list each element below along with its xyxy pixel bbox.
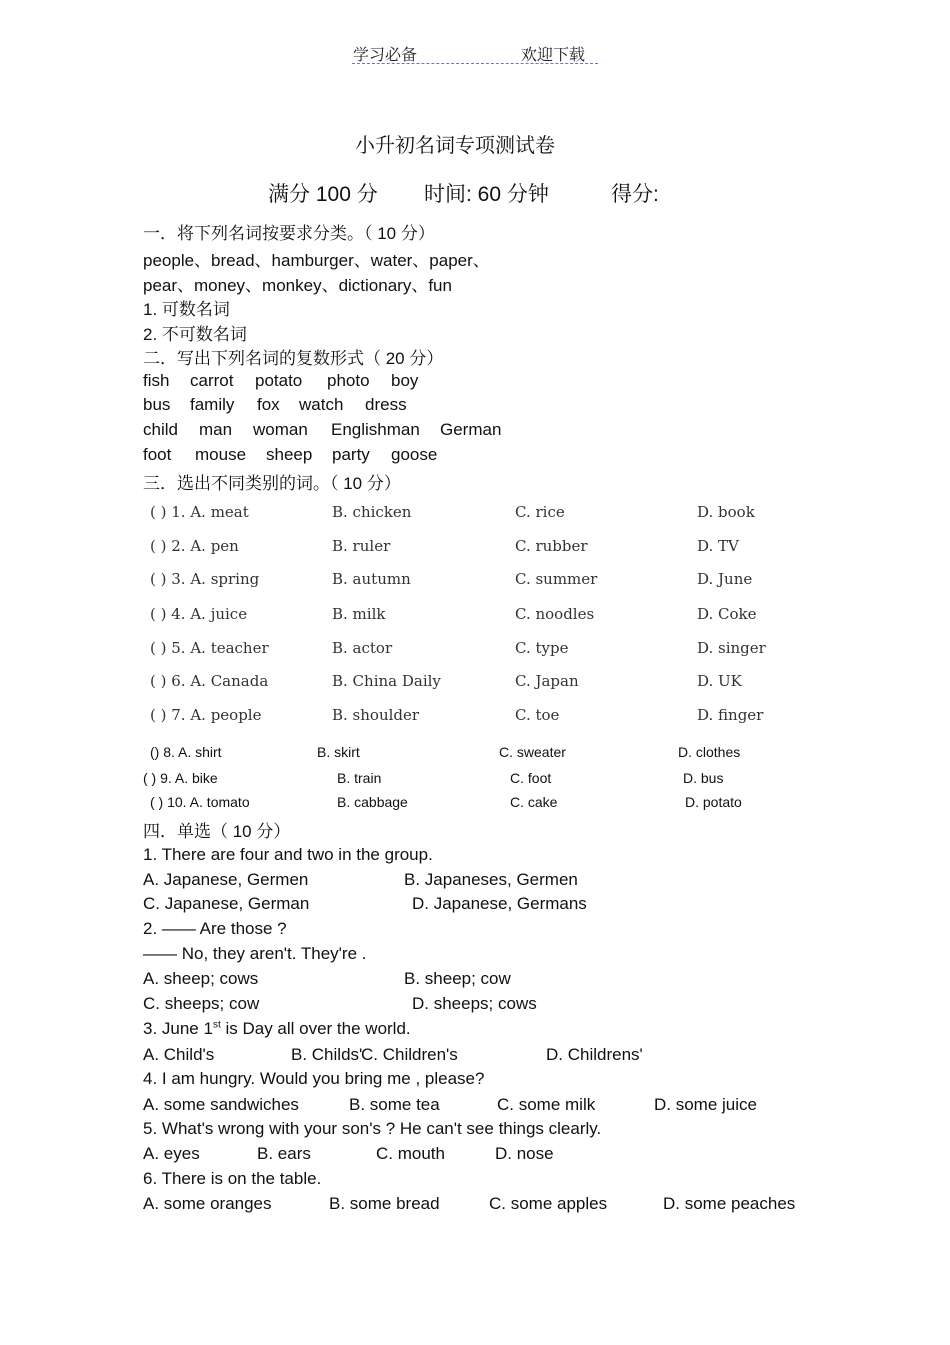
s2-word: goose [391,445,438,464]
s3-option: C. toe [515,706,560,724]
s4-question: 1. There are four and two in the group. [143,845,433,864]
s4-question: 4. I am hungry. Would you bring me , please? [143,1069,485,1088]
s3-option: D. potato [685,794,742,810]
s3-option: B. skirt [317,744,360,760]
s3-option: C. rice [515,503,565,521]
s3-option: B. autumn [332,570,411,588]
s4-option: C. some milk [497,1095,596,1114]
s2-word: boy [391,371,419,390]
s4-option: B. some bread [329,1194,440,1213]
s4-option: C. sheeps; cow [143,994,260,1013]
s4-question: —— No, they aren't. They're . [143,944,367,963]
s4-option: A. some sandwiches [143,1095,299,1114]
s2-word: watch [299,395,344,414]
s3-question: ( ) 5. A. teacher [150,639,269,657]
s2-word: potato [255,371,303,390]
s3-option: D. clothes [678,744,741,760]
section4-heading: 四．单选（ 10 分） [143,822,291,841]
s2-word: sheep [266,445,313,464]
s4-option: C. Children's [361,1045,458,1064]
s4-option: B. Japaneses, Germen [404,870,578,889]
s4-option: C. some apples [489,1194,608,1213]
s4-option: D. some peaches [663,1194,796,1213]
subtitle-got: 得分: [611,183,659,206]
s3-question: ( ) 10. A. tomato [150,794,250,810]
subtitle-score: 满分 100 分 [268,183,378,206]
s4-option: C. Japanese, German [143,894,310,913]
section2-heading: 二．写出下列名词的复数形式（ 20 分） [143,349,444,368]
s4-option: A. some oranges [143,1194,272,1213]
s3-option: B. China Daily [332,672,441,690]
s4-option: C. mouth [376,1144,445,1163]
s3-option: B. actor [332,639,393,657]
s3-option: B. ruler [332,537,391,555]
s4-option: A. eyes [143,1144,200,1163]
s3-option: C. summer [515,570,598,588]
s4-option: A. Japanese, Germen [143,870,309,889]
section3-heading: 三．选出不同类别的词。（ 10 分） [143,474,401,493]
s2-word: party [332,445,370,464]
s3-option: D. TV [697,537,739,555]
page-title: 小升初名词专项测试卷 [355,133,555,157]
s3-option: B. shoulder [332,706,420,724]
s3-option: D. June [697,570,753,588]
q3-text-start: 3. June 1 [143,1019,213,1038]
s2-word: bus [143,395,171,414]
s3-question: ( ) 1. A. meat [150,503,249,521]
s3-question: ( ) 4. A. juice [150,605,248,623]
s3-option: D. UK [697,672,742,690]
s2-word: child [143,420,178,439]
s3-option: B. milk [332,605,386,623]
s3-option: C. rubber [515,537,588,555]
section1-item2: 2. 不可数名词 [143,325,247,344]
s4-option: D. some juice [654,1095,757,1114]
s3-question: ( ) 7. A. people [150,706,262,724]
s2-word: foot [143,445,172,464]
s3-option: D. finger [697,706,764,724]
s3-option: B. train [337,770,382,786]
s2-word: fox [257,395,280,414]
s4-question: 2. —— Are those ? [143,919,287,938]
s4-option: D. Japanese, Germans [412,894,587,913]
section1-heading: 一．将下列名词按要求分类。（ 10 分） [143,224,435,243]
s2-word: carrot [190,371,234,390]
s2-word: photo [327,371,370,390]
s3-option: C. type [515,639,569,657]
s3-option: C. cake [510,794,558,810]
header-right: 欢迎下载 [521,45,586,64]
s3-option: C. noodles [515,605,595,623]
subtitle-time: 时间: 60 分钟 [424,183,549,206]
s2-word: family [190,395,235,414]
s3-option: D. bus [683,770,724,786]
section1-item1: 1. 可数名词 [143,300,230,319]
q3-superscript: st [212,1019,221,1031]
s3-option: B. cabbage [337,794,408,810]
s2-word: mouse [195,445,247,464]
s4-option: B. ears [257,1144,311,1163]
header-divider [352,63,598,64]
header-left: 学习必备 [353,45,418,64]
s3-option: B. chicken [332,503,412,521]
s4-option: D. Childrens' [546,1045,643,1064]
s2-word: woman [253,420,308,439]
q3-text-end: is Day all over the world. [220,1019,411,1038]
s3-option: D. singer [697,639,766,657]
section1-words-line1: people、bread、hamburger、water、paper、 [143,251,490,270]
section1-words-line2: pear、money、monkey、dictionary、fun [143,276,452,295]
s4-option: D. nose [495,1144,554,1163]
s4-option: B. some tea [349,1095,440,1114]
s3-question: () 8. A. shirt [150,744,222,760]
s4-option: A. Child's [143,1045,215,1064]
s3-option: C. foot [510,770,552,786]
s3-option: D. book [697,503,755,521]
s2-word: German [440,420,502,439]
s3-option: C. Japan [515,672,579,690]
s4-option: D. sheeps; cows [412,994,537,1013]
s2-word: man [199,420,233,439]
s3-option: C. sweater [499,744,566,760]
s3-question: ( ) 6. A. Canada [150,672,269,690]
s3-question: ( ) 2. A. pen [150,537,239,555]
s2-word: dress [365,395,407,414]
s2-word: fish [143,371,170,390]
s4-option: A. sheep; cows [143,969,259,988]
s4-question [143,1019,411,1039]
s4-question: 6. There is on the table. [143,1169,322,1188]
s4-option: B. Childs' [291,1045,363,1064]
s4-option: B. sheep; cow [404,969,511,988]
s3-question: ( ) 3. A. spring [150,570,260,588]
s3-question: ( ) 9. A. bike [143,770,218,786]
s3-option: D. Coke [697,605,757,623]
s2-word: Englishman [331,420,420,439]
s4-question: 5. What's wrong with your son's ? He can't see things clearly. [143,1119,602,1138]
